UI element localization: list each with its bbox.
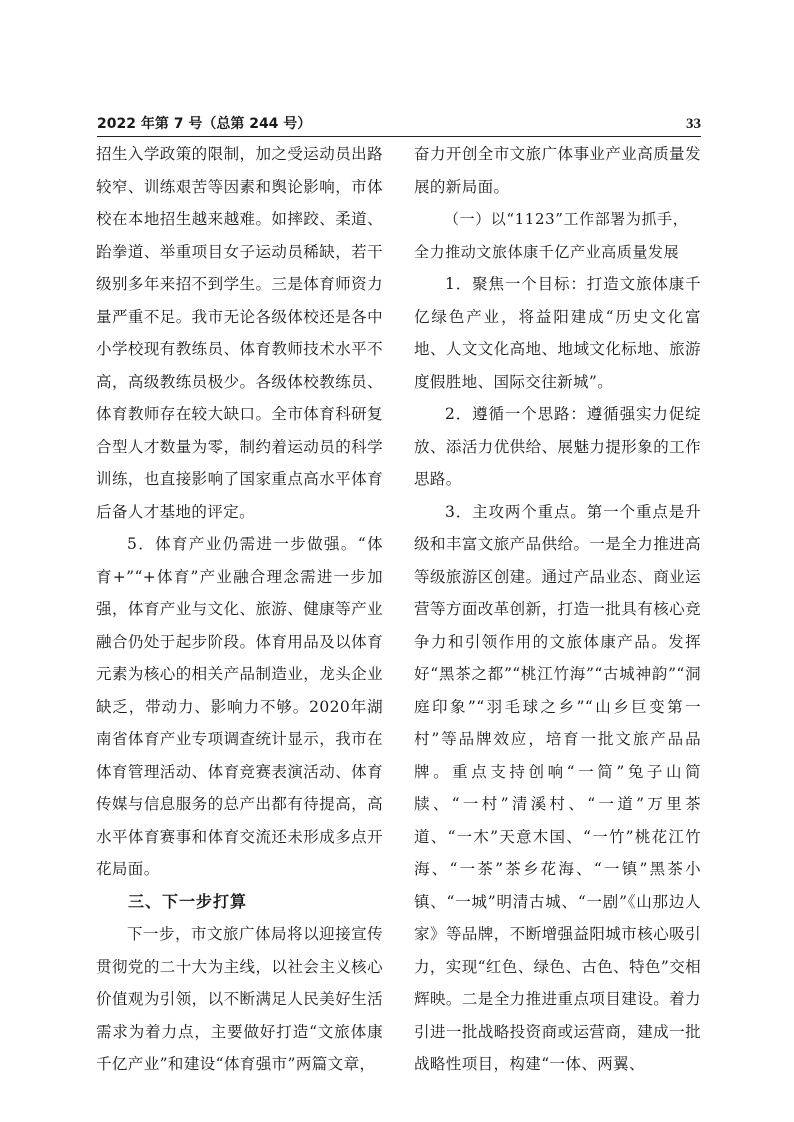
- running-header: [97, 114, 701, 138]
- paragraph: 1．聚焦一个目标：打造文旅体康千亿绿色产业，将益阳建成“历史文化富地、人文文化高地、地域文化标地、旅游度假胜地、国际交往新城”。: [414, 275, 701, 391]
- section-heading: 三、下一步打算: [128, 891, 248, 911]
- issue-label: 2022 年第 7 号（总第 244 号）: [97, 116, 312, 132]
- header-rule: [97, 136, 701, 137]
- subheading-line-1: （一）以“1123”工作部署为抓手，: [444, 210, 689, 228]
- paragraph: 招生入学政策的限制，加之受运动员出路较窄、训练艰苦等因素和舆论影响，市体校在本地招生越来越难。如摔跤、柔道、跆拳道、举重项目女子运动员稀缺，若干级别多年来招不到学生。三是体育师资力量严重不足。我市无论各级体校还是各中小学校现有教练员、体育教师技术水平不高，高级教练员极少。各级体校教练员、体育教师存在较大缺口。全市体育科研复合型人才数量为零，制约着运动员的科学训练，也直接影响了国家重点高水平体育后备人才基地的评定。: [96, 145, 383, 521]
- paragraph: 奋力开创全市文旅广体事业产业高质量发展的新局面。: [414, 145, 701, 196]
- page-number: 33: [686, 116, 701, 132]
- right-column: [414, 138, 701, 1098]
- paragraph: 下一步，市文旅广体局将以迎接宣传贯彻党的二十大为主线，以社会主义核心价值观为引领，以不断满足人民美好生活需求为着力点，主要做好打造“文旅体康千亿产业”和建设“体育强市”两篇文章，: [96, 925, 383, 1073]
- paragraph: 2．遵循一个思路：遵循强实力促绽放、添活力优供给、展魅力提形象的工作思路。: [414, 405, 701, 488]
- paragraph: 5．体育产业仍需进一步做强。“体育+”“+体育”产业融合理念需进一步加强，体育产业与文化、旅游、健康等产业融合仍处于起步阶段。体育用品及以体育元素为核心的相关产品制造业，龙头企业缺乏，带动力、影响力不够。2020年湖南省体育产业专项调查统计显示，我市在体育管理活动、体育竞赛表演活动、体育传媒与信息服务的总产出都有待提高，高水平体育赛事和体育交流还未形成多点开花局面。: [96, 535, 383, 878]
- left-column: [96, 138, 383, 1098]
- subheading-line-2: 全力推动文旅体康千亿产业高质量发展: [414, 242, 680, 261]
- paragraph: 3．主攻两个重点。第一个重点是升级和丰富文旅产品供给。一是全力推进高等级旅游区创建。通过产品业态、商业运营等方面改革创新，打造一批具有核心竞争力和引领作用的文旅体康产品。发挥好“黑茶之都”“桃江竹海”“古城神韵”“洞庭印象”“羽毛球之乡”“山乡巨变第一村”等品牌效应，培育一批文旅产品品牌。重点支持创响“一简”兔子山简牍、“一村”清溪村、“一道”万里茶道、“一木”天意木国、“一竹”桃花江竹海、“一茶”茶乡花海、“一镇”黑茶小镇、“一城”明清古城、“一剧”《山那边人家》等品牌，不断增强益阳城市核心吸引力，实现“红色、绿色、古色、特色”交相辉映。二是全力推进重点项目建设。着力引进一批战略投资商或运营商，建成一批战略性项目，构建“一体、两翼、: [414, 502, 701, 1073]
